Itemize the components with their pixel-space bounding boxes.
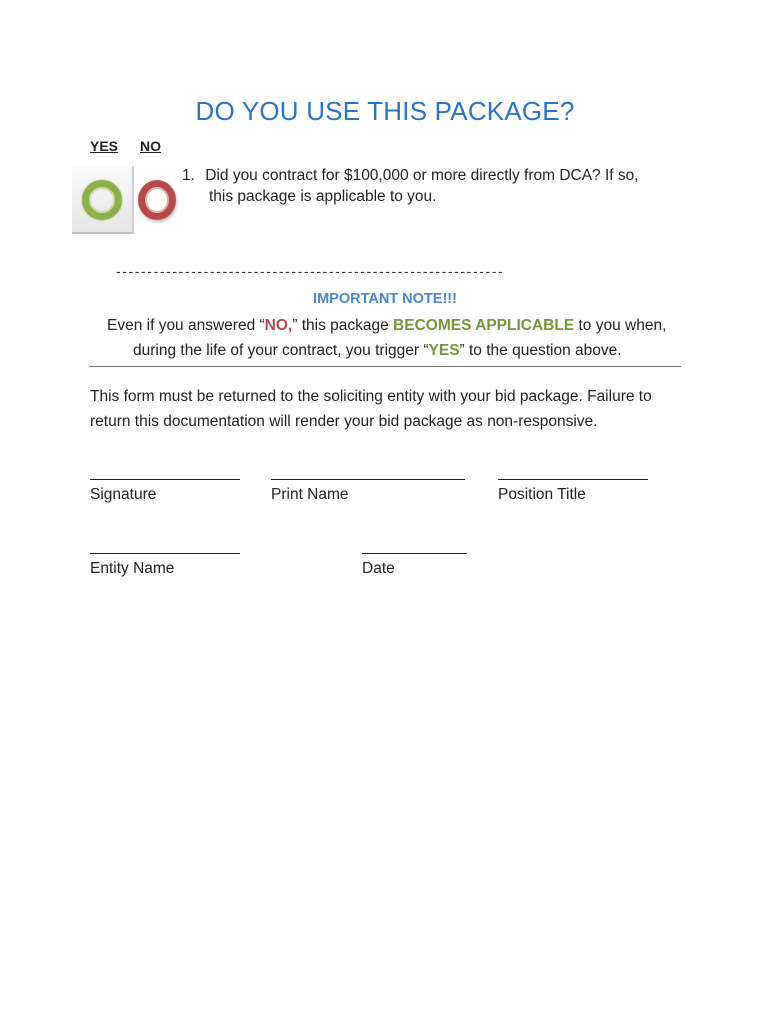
no-option[interactable] (136, 176, 180, 226)
yes-highlight: YES (428, 342, 460, 359)
yes-option[interactable] (72, 166, 134, 234)
position-title-label: Position Title (498, 486, 586, 503)
yes-column-label: YES (90, 138, 119, 154)
note-text: to you when, (574, 317, 667, 334)
print-name-line[interactable] (271, 479, 465, 480)
question-text-line1: Did you contract for $100,000 or more directly from DCA? If so, (205, 167, 639, 184)
note-line-2 (133, 342, 622, 360)
applicable-highlight: BECOMES APPLICABLE (393, 317, 575, 334)
page-title: DO YOU USE THIS PACKAGE? (195, 96, 575, 126)
position-title-line[interactable] (498, 479, 648, 480)
red-ring-icon (138, 180, 176, 220)
no-highlight: NO, (264, 317, 293, 334)
question-1 (182, 163, 639, 188)
entity-name-line[interactable] (90, 553, 240, 554)
signature-line[interactable] (90, 479, 240, 480)
entity-name-label: Entity Name (90, 560, 175, 577)
signature-label: Signature (90, 486, 157, 503)
print-name-label: Print Name (271, 486, 349, 503)
note-text: ” this package (292, 317, 394, 334)
note-text: Even if you answered “ (107, 317, 265, 334)
important-note-heading: IMPORTANT NOTE!!! (313, 291, 457, 307)
no-column-label: NO (140, 138, 161, 154)
divider (89, 366, 681, 367)
note-line-1 (107, 317, 666, 335)
green-ring-icon (82, 180, 122, 220)
note-text: during the life of your contract, you trigger “ (133, 342, 429, 359)
dashed-separator: -------------------------------------------------------------- (116, 263, 505, 279)
question-number: 1. (182, 167, 195, 184)
note-text: ” to the question above. (459, 342, 622, 359)
question-text-line2: this package is applicable to you. (209, 188, 437, 205)
date-label: Date (362, 560, 395, 577)
date-line[interactable] (362, 553, 467, 554)
return-instructions: This form must be returned to the soliciting entity with your bid package. Failure to return this documentation will render your bid package as non-responsive. (90, 388, 652, 430)
